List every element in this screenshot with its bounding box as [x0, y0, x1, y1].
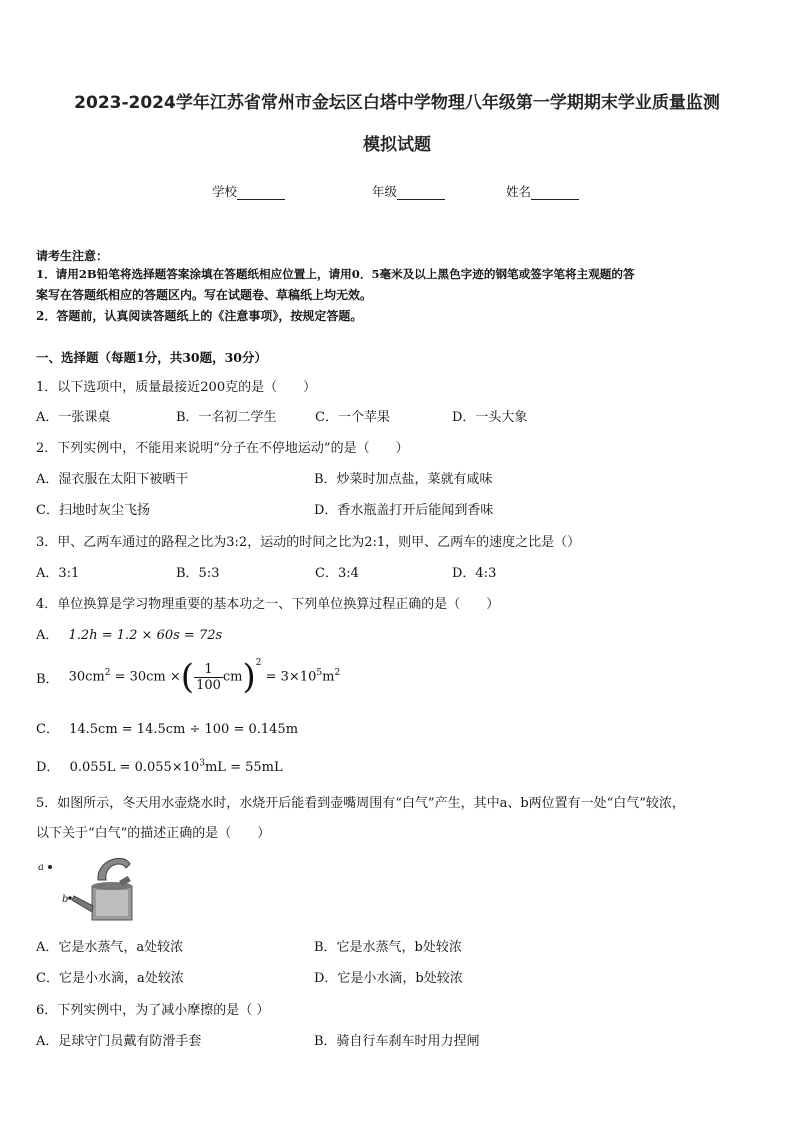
- fraction-denominator: 100: [196, 677, 221, 693]
- label-a: a: [38, 862, 44, 873]
- option-c-formula: 14.5cm = 14.5cm ÷ 100 = 0.145m: [69, 722, 299, 737]
- question-4-option-d[interactable]: [36, 756, 283, 775]
- formula-unit: m: [322, 669, 335, 685]
- question-3-option-b[interactable]: B．5:3: [176, 566, 220, 581]
- question-5-option-b[interactable]: B．它是水蒸气，b处较浓: [314, 940, 462, 955]
- question-1-stem: 1．以下选项中，质量最接近200克的是（ ）: [36, 380, 317, 395]
- option-a-label: A．: [36, 628, 59, 643]
- notice-heading: 请考生注意：: [36, 249, 109, 263]
- question-6-option-b[interactable]: B．骑自行车刹车时用力捏闸: [314, 1034, 480, 1049]
- question-2-option-a[interactable]: A．湿衣服在太阳下被晒干: [36, 472, 189, 487]
- kettle-figure: [36, 850, 136, 922]
- question-4-option-b[interactable]: [36, 652, 340, 702]
- question-1-option-a[interactable]: A．一张课桌: [36, 410, 111, 425]
- question-2-option-d[interactable]: D．香水瓶盖打开后能闻到香味: [314, 503, 494, 518]
- question-3-option-c[interactable]: C．3:4: [315, 566, 359, 581]
- question-1-option-b[interactable]: B．一名初二学生: [176, 410, 277, 425]
- question-4-stem: 4．单位换算是学习物理重要的基本功之一、下列单位换算过程正确的是（ ）: [36, 597, 500, 612]
- question-1-option-d[interactable]: D．一头大象: [452, 410, 528, 425]
- question-2-option-c[interactable]: C．扫地时灰尘飞扬: [36, 503, 150, 518]
- name-blank[interactable]: [531, 187, 579, 200]
- formula-mid: = 30cm ×: [110, 669, 181, 685]
- formula-lhs: 30cm: [68, 669, 105, 685]
- school-label: 学校: [212, 184, 238, 199]
- grade-label: 年级: [372, 184, 398, 199]
- question-3-stem: 3．甲、乙两车通过的路程之比为3:2，运动的时间之比为2:1，则甲、乙两车的速度之比是（）: [36, 535, 581, 550]
- page-title: 2023-2024学年江苏省常州市金坛区白塔中学物理八年级第一学期期末学业质量监测: [74, 93, 720, 113]
- question-5-option-a[interactable]: A．它是水蒸气，a处较浓: [36, 940, 184, 955]
- question-3-option-d[interactable]: D．4:3: [452, 566, 497, 581]
- formula-rhs: = 3×10: [261, 669, 317, 685]
- option-b-label: B．: [36, 671, 59, 687]
- question-5-stem-line-2: 以下关于“白气”的描述正确的是（ ）: [36, 826, 271, 841]
- notice-line-3: 2．答题前，认真阅读答题纸上的《注意事项》，按规定答题。: [36, 309, 363, 323]
- option-a-formula: 1.2h = 1.2 × 60s = 72s: [68, 628, 223, 643]
- fraction-unit: cm: [222, 669, 243, 685]
- option-c-label: C．: [36, 722, 59, 737]
- question-5-option-d[interactable]: D．它是小水滴，b处较浓: [314, 971, 463, 986]
- formula-lhs: 0.055L = 0.055×10: [69, 760, 200, 775]
- question-3-option-a[interactable]: A．3:1: [36, 566, 80, 581]
- question-2-stem: 2．下列实例中，不能用来说明“分子在不停地运动”的是（ ）: [36, 441, 409, 456]
- question-6-option-a[interactable]: A．足球守门员戴有防滑手套: [36, 1034, 202, 1049]
- option-d-formula: [70, 760, 283, 775]
- question-5-stem-line-1: 5．如图所示，冬天用水壶烧水时，水烧开后能看到壶嘴周围有“白气”产生，其中a、b两位置有一处“白气”较浓，: [36, 796, 685, 811]
- question-5-option-c[interactable]: C．它是小水滴，a处较浓: [36, 971, 184, 986]
- option-d-label: D．: [36, 760, 60, 775]
- section-heading: 一、选择题（每题1分，共30题，30分）: [36, 350, 267, 365]
- name-label: 姓名: [506, 184, 532, 199]
- option-b-formula: $30cm^2 = 30cm$ ×( $\frac{1}{100}$ $cm)^2 = 3\times 10^5m^2$: [68, 657, 341, 697]
- notice-line-1: 1．请用2B铅笔将选择题答案涂填在答题纸相应位置上，请用0．5毫米及以上黑色字迹的钢笔或签字笔将主观题的答: [36, 267, 635, 281]
- school-field[interactable]: [212, 182, 285, 200]
- name-field[interactable]: [506, 182, 579, 200]
- page-subtitle: 模拟试题: [363, 135, 431, 155]
- question-1-option-c[interactable]: C．一个苹果: [315, 410, 390, 425]
- notice-line-2: 案写在答题纸相应的答题区内。写在试题卷、草稿纸上均无效。: [36, 288, 373, 302]
- grade-field[interactable]: [372, 182, 445, 200]
- question-2-option-b[interactable]: B．炒菜时加点盐，菜就有咸味: [314, 472, 493, 487]
- point-a: [48, 865, 52, 869]
- formula-rhs: mL = 55mL: [204, 760, 283, 775]
- kettle-icon: [36, 850, 136, 922]
- point-b: [68, 896, 72, 900]
- fraction-numerator: 1: [194, 662, 223, 678]
- question-6-stem: 6．下列实例中，为了减小摩擦的是（ ）: [36, 1003, 270, 1018]
- school-blank[interactable]: [237, 187, 285, 200]
- formula-exponent: 5: [316, 668, 323, 679]
- question-4-option-c[interactable]: [36, 718, 298, 737]
- label-b: b: [62, 894, 69, 905]
- grade-blank[interactable]: [397, 187, 445, 200]
- question-4-option-a[interactable]: [36, 624, 222, 643]
- fraction: [194, 662, 223, 693]
- formula-exponent: 3: [199, 758, 205, 769]
